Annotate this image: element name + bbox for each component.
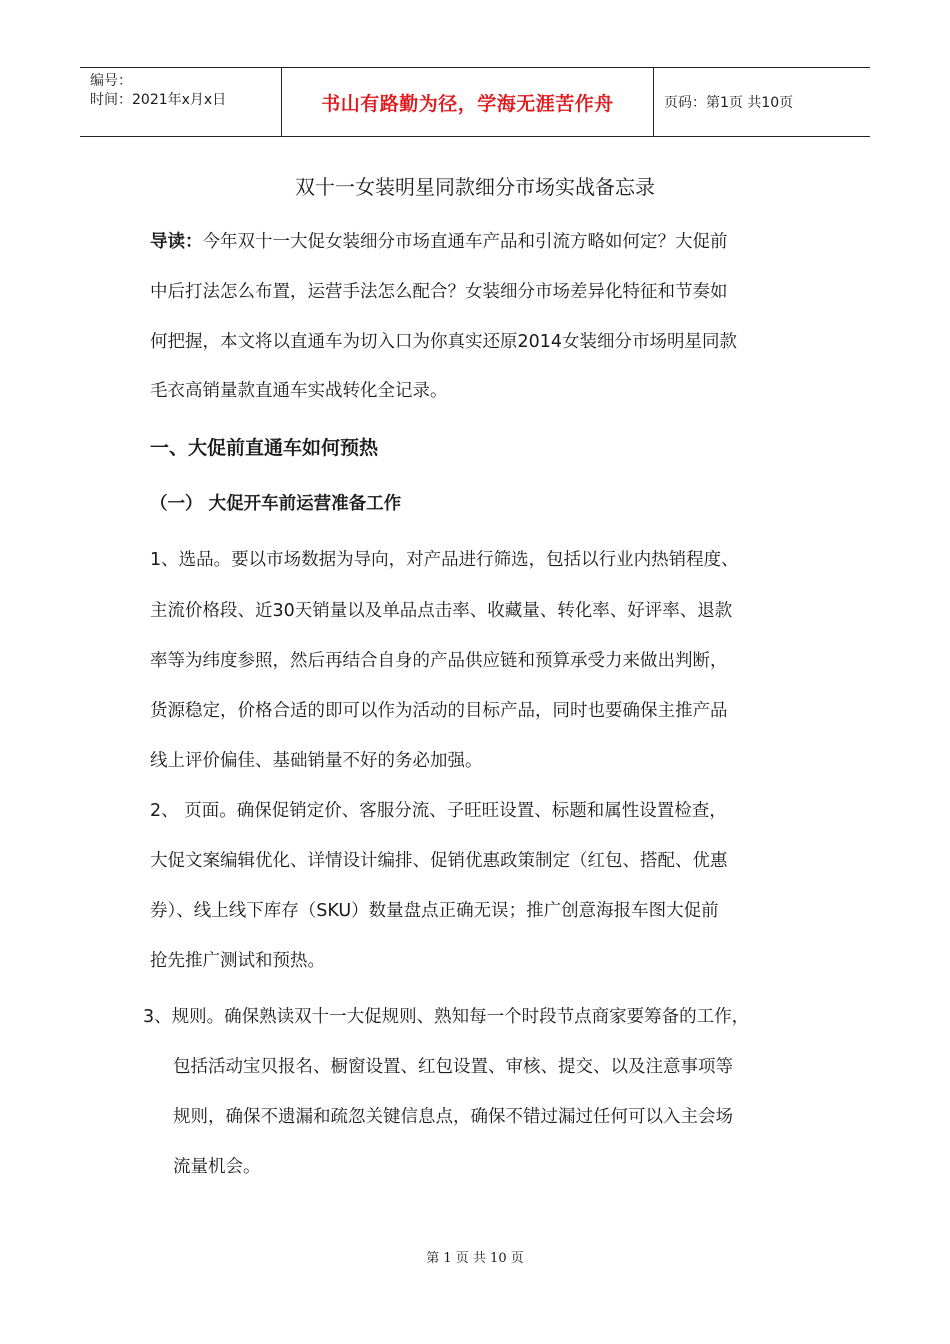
time-label: 时间：2021年x月x日: [90, 92, 227, 108]
item3-line-1: 3、规则。确保熟读双十一大促规则、熟知每一个时段节点商家要筹备的工作，: [143, 1007, 750, 1027]
motto: 书山有路勤为径，学海无涯苦作舟: [321, 92, 614, 115]
item1-line-3: 率等为纬度参照，然后再结合自身的产品供应链和预算承受力来做出判断，: [150, 651, 728, 671]
item2-line-3: 券）、线上线下库存（SKU）数量盘点正确无误；推广创意海报车图大促前: [150, 901, 719, 921]
page-footer: 第 1 页 共 10 页: [426, 1251, 524, 1266]
intro-line-3: 何把握，本文将以直通车为切入口为你真实还原2014女装细分市场明星同款: [150, 332, 738, 352]
header-motto-cell: [281, 68, 654, 136]
header-meta-cell: [80, 68, 281, 136]
item2-line-1: 2、 页面。确保促销定价、客服分流、子旺旺设置、标题和属性设置检查，: [150, 801, 727, 821]
item2-line-4: 抢先推广测试和预热。: [150, 951, 325, 971]
header-page-cell: [654, 68, 870, 136]
intro-text: 今年双十一大促女装细分市场直通车产品和引流方略如何定？大促前: [202, 232, 728, 252]
item1-line-5: 线上评价偏佳、基础销量不好的务必加强。: [150, 751, 483, 771]
number-label: 编号：: [90, 73, 132, 89]
section-heading: 一、大促前直通车如何预热: [150, 437, 379, 459]
intro-line-2: 中后打法怎么布置，运营手法怎么配合？女装细分市场差异化特征和节奏如: [150, 282, 728, 302]
item1-line-2: 主流价格段、近30天销量以及单品点击率、收藏量、转化率、好评率、退款: [150, 601, 733, 621]
page-info: 页码：第1页 共10页: [664, 95, 794, 111]
intro-line-1: [150, 229, 728, 255]
item1-line-4: 货源稳定，价格合适的即可以作为活动的目标产品，同时也要确保主推产品: [150, 701, 728, 721]
document-header: [80, 67, 870, 137]
item3-line-2: 包括活动宝贝报名、橱窗设置、红包设置、审核、提交、以及注意事项等: [173, 1057, 733, 1077]
item2-line-2: 大促文案编辑优化、详情设计编排、促销优惠政策制定（红包、搭配、优惠: [150, 851, 728, 871]
item1-line-1: 1、选品。要以市场数据为导向，对产品进行筛选，包括以行业内热销程度、: [150, 550, 739, 570]
item3-line-4: 流量机会。: [173, 1157, 261, 1177]
intro-line-4: 毛衣高销量款直通车实战转化全记录。: [150, 381, 448, 401]
intro-label: 导读：: [150, 232, 203, 252]
subsection-heading: （一） 大促开车前运营准备工作: [150, 494, 402, 514]
document-title: 双十一女装明星同款细分市场实战备忘录: [295, 175, 655, 199]
item3-line-3: 规则，确保不遗漏和疏忽关键信息点，确保不错过漏过任何可以入主会场: [173, 1107, 733, 1127]
